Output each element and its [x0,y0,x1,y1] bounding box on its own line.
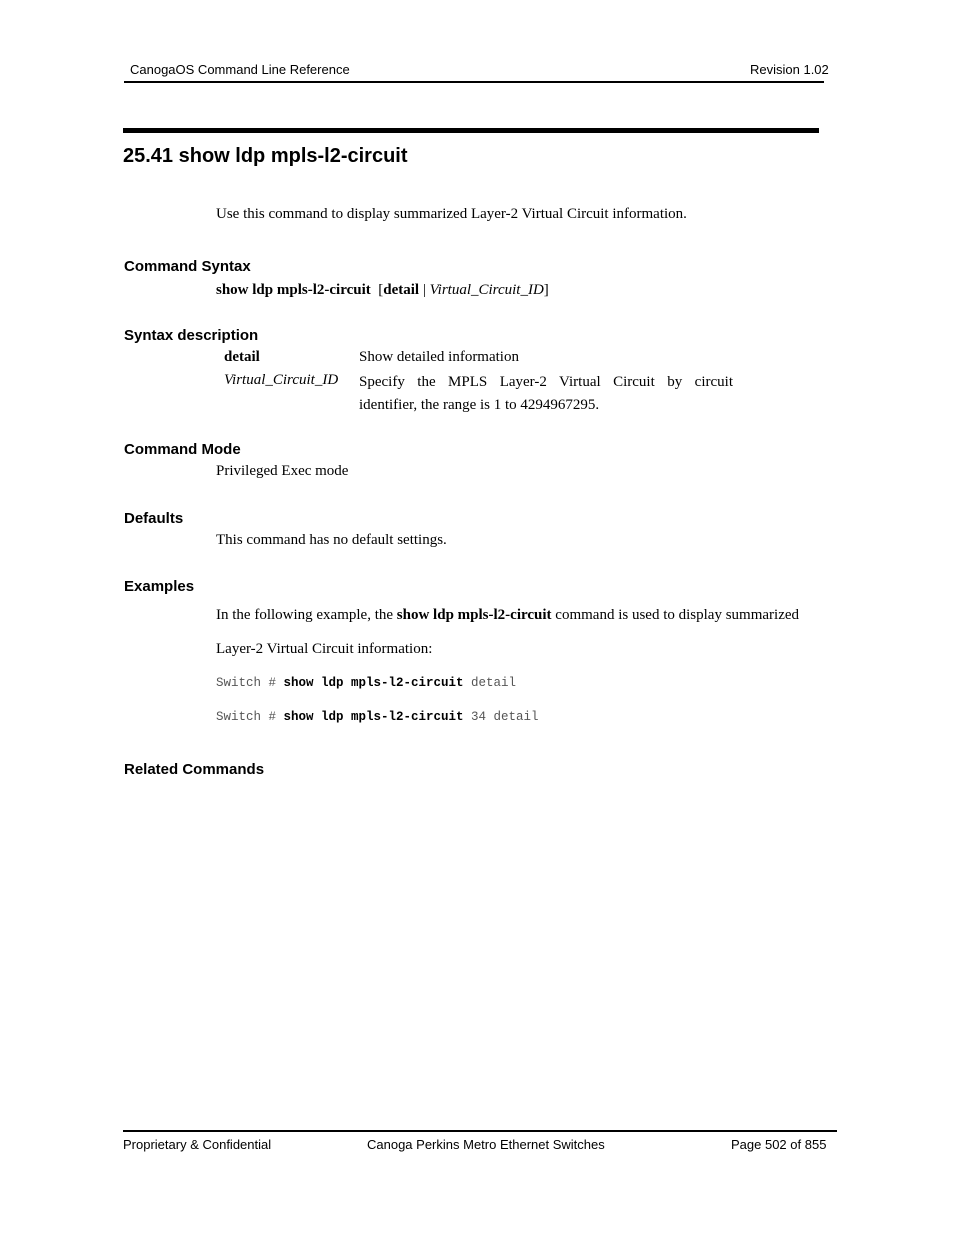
command-mode-text: Privileged Exec mode [216,463,349,479]
examples-text-post: command is used to display summarized [551,607,800,623]
syntax-open-bracket: [ [378,282,384,298]
footer-divider [123,1130,837,1132]
examples-text-pre: In the following example, the [216,607,397,623]
defaults-heading: Defaults [124,510,184,527]
footer-company: Canoga Perkins Metro Ethernet Switches [367,1137,605,1152]
syntax-command: show ldp mpls-l2-circuit [216,282,371,298]
code-prompt: Switch # [216,710,284,724]
syntax-desc-detail: Show detailed information [359,349,519,365]
syntax-term-vc-id: Virtual_Circuit_ID [224,372,339,388]
command-syntax-line [216,282,549,299]
code-command: show ldp mpls-l2-circuit [283,676,464,690]
code-example-2 [216,710,539,724]
intro-text: Use this command to display summarized Layer-2 Virtual Circuit information. [216,206,687,222]
related-commands-heading: Related Commands [124,761,265,778]
footer-page-number: Page 502 of 855 [731,1137,827,1152]
syntax-separator: | [419,282,430,298]
header-revision: Revision 1.02 [750,62,829,77]
footer-confidential: Proprietary & Confidential [123,1137,272,1152]
examples-text-line1 [216,607,799,624]
examples-heading: Examples [124,578,195,595]
defaults-text: This command has no default settings. [216,532,447,548]
syntax-option-vc-id: Virtual_Circuit_ID [429,282,544,298]
code-args: 34 detail [463,710,539,724]
header-divider [124,81,824,83]
command-mode-heading: Command Mode [124,441,241,458]
header-title: CanogaOS Command Line Reference [130,62,350,77]
code-example-1 [216,676,516,690]
examples-text-command: show ldp mpls-l2-circuit [396,607,552,623]
syntax-desc-vc-id: Specify the MPLS Layer-2 Virtual Circuit by circuit identifier, the range is 1 to 4294967295. [359,374,733,413]
command-syntax-heading: Command Syntax [124,258,251,275]
code-args: detail [463,676,517,690]
code-command: show ldp mpls-l2-circuit [283,710,464,724]
syntax-description-heading: Syntax description [124,327,259,344]
syntax-term-detail: detail [224,349,260,365]
syntax-option-detail: detail [383,282,420,298]
title-divider [123,128,819,133]
code-prompt: Switch # [216,676,284,690]
page-title: 25.41 show ldp mpls-l2-circuit [123,145,408,167]
syntax-close-bracket: ] [543,282,549,298]
examples-text-line2: Layer-2 Virtual Circuit information: [216,641,433,657]
